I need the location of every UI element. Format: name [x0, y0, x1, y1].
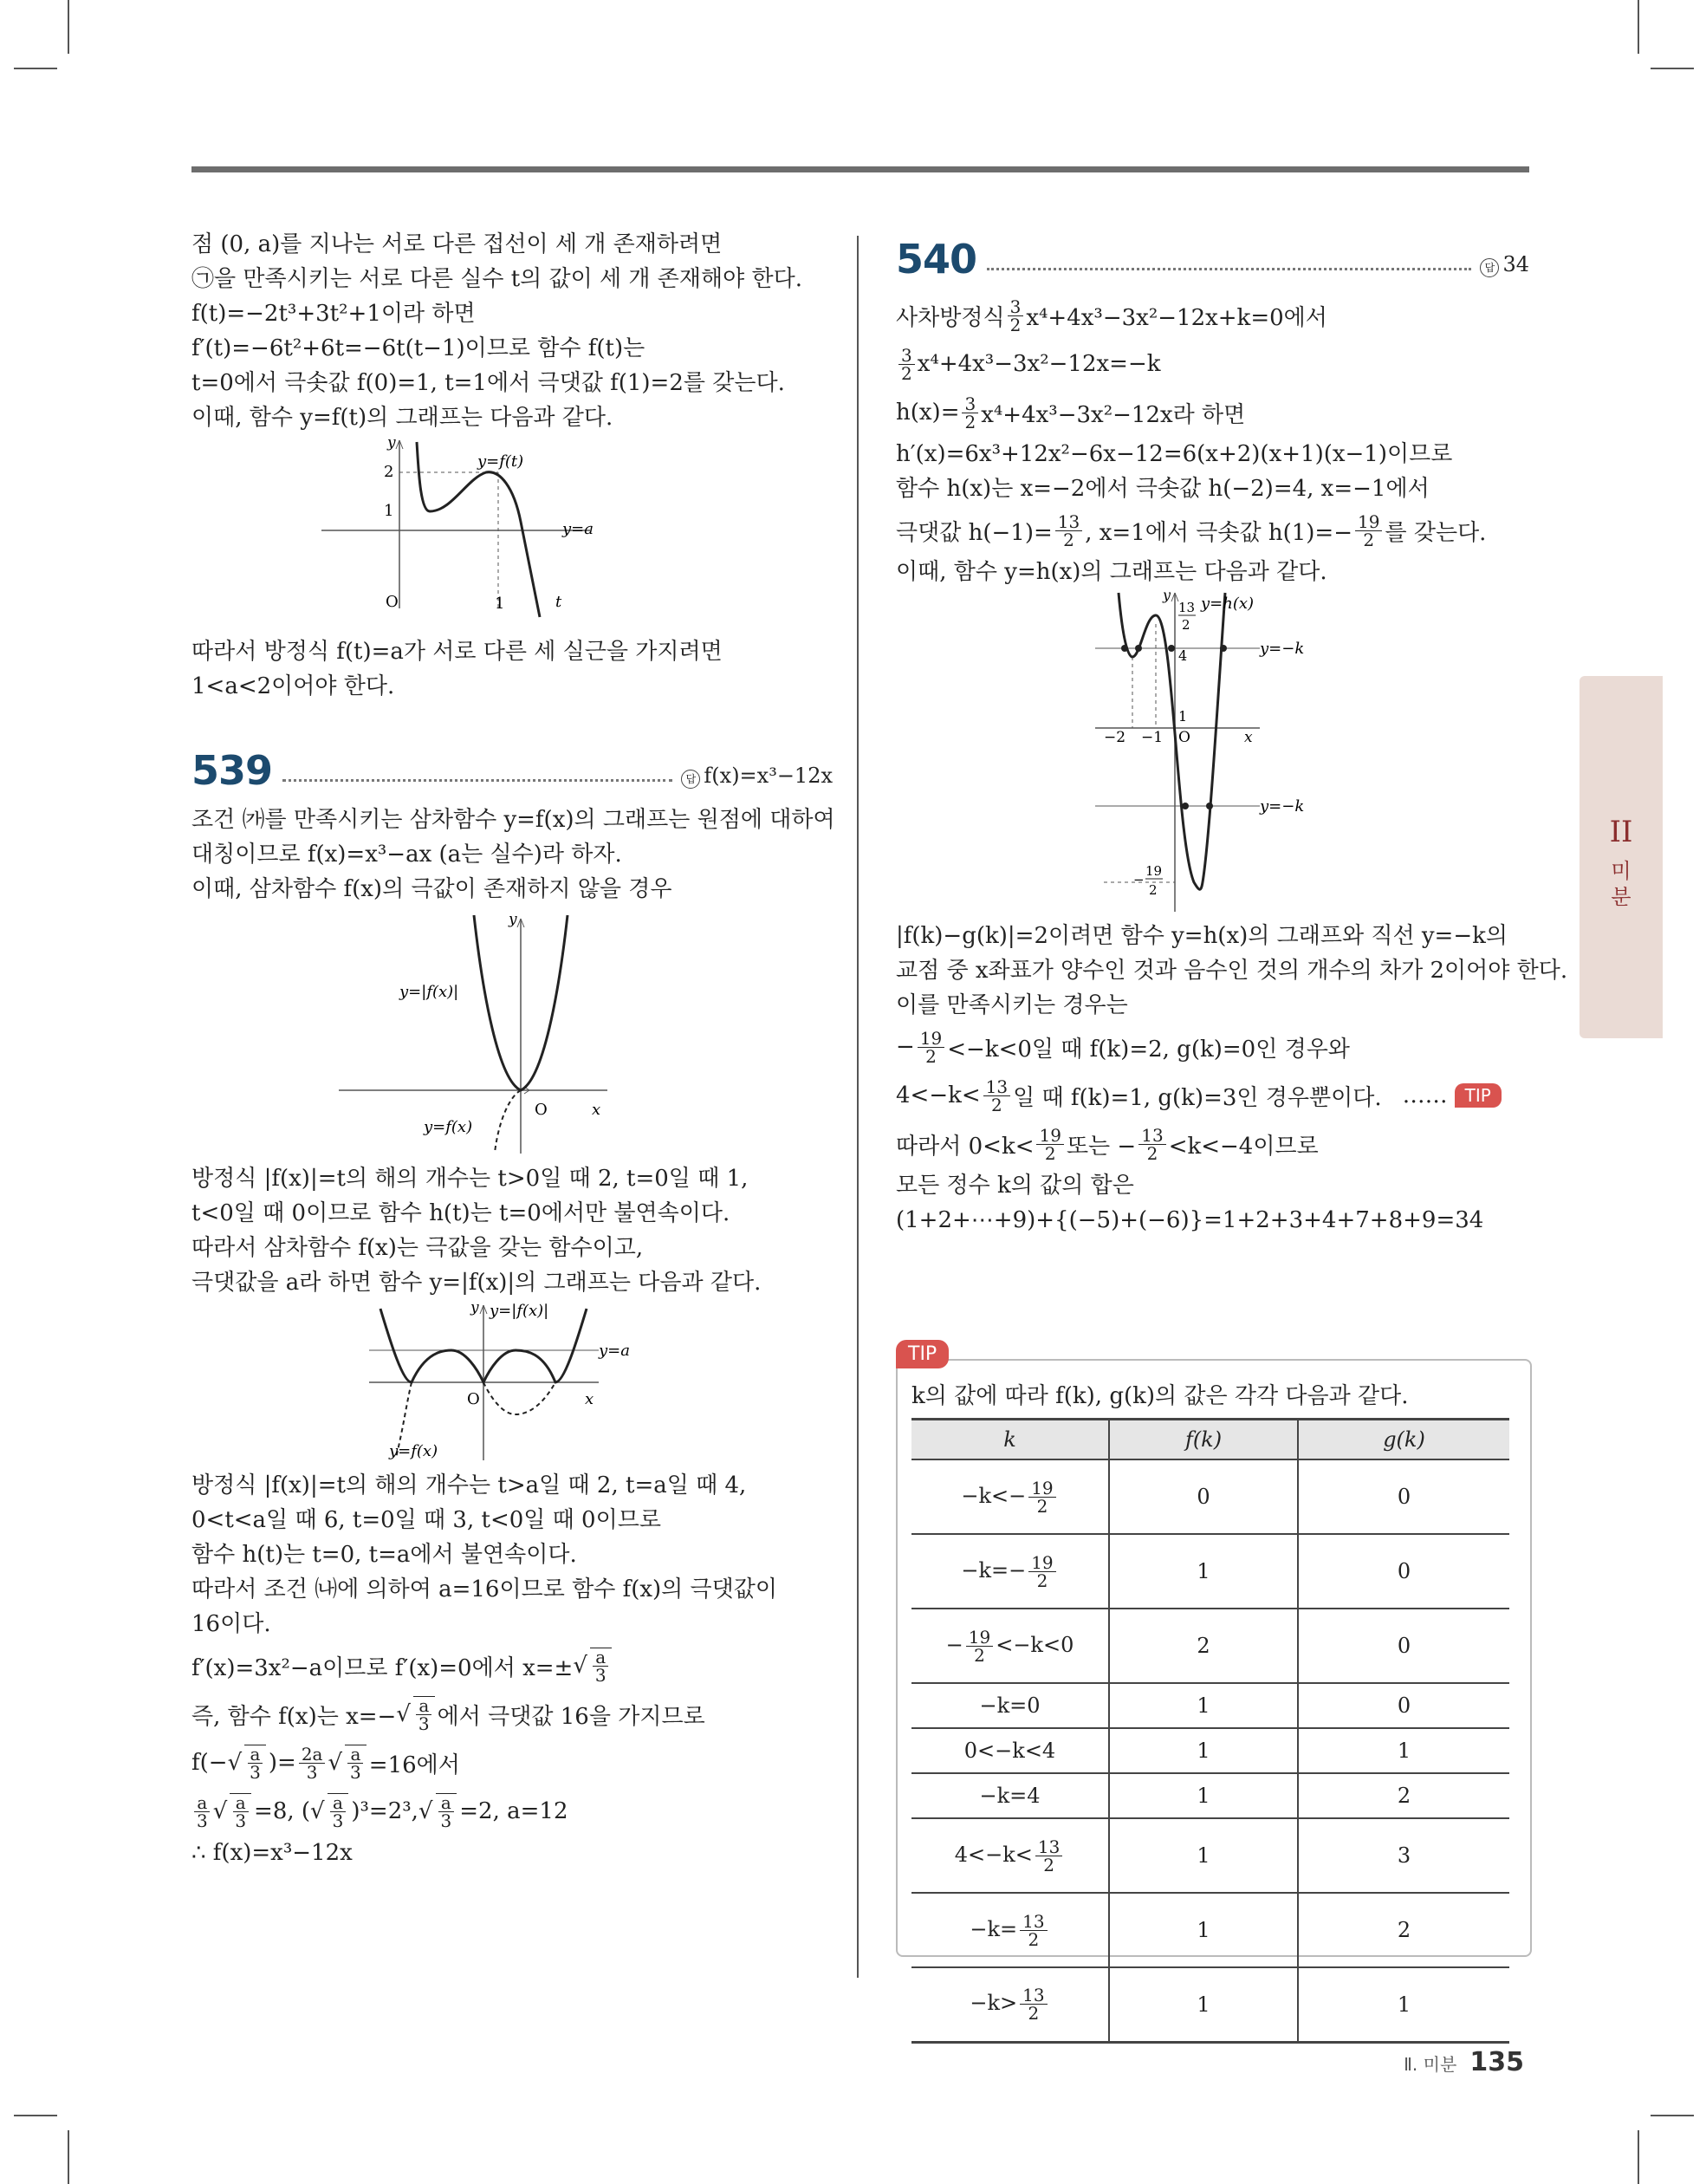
fraction: $\frac{19}{2}$: [966, 1628, 993, 1664]
table-cell-f: 1: [1109, 1967, 1298, 2042]
table-cell-k: −k=− $\frac{19}{2}$: [911, 1534, 1109, 1609]
text-line: f′(t)=−6t²+6t=−6t(t−1)이므로 함수 f(t)는: [191, 335, 645, 361]
table-row: [911, 1683, 1509, 1728]
math-line: f′(x)=3x²−a이므로 f′(x)=0에서 x=± √ $\frac{a}{3}$: [191, 1641, 833, 1690]
fraction: $\frac{a}{3}$: [244, 1745, 266, 1781]
table-header: k: [911, 1420, 1109, 1460]
table-row: [911, 1967, 1509, 2042]
fraction: $\frac{13}{2}$: [1138, 1127, 1165, 1162]
fraction: $\frac{13}{2}$: [1020, 1986, 1047, 2022]
top-rule: [191, 166, 1529, 172]
text-line: 방정식 |f(x)|=t의 해의 개수는 t>0일 때 2, t=0일 때 1,: [191, 1166, 749, 1192]
math-line: − $\frac{19}{2}$ <−k<0일 때 f(k)=2, g(k)=0인 경우와: [896, 1027, 1350, 1067]
text-line: 모든 정수 k의 값의 합은: [896, 1173, 1134, 1199]
graph4-tick-13-den: 2: [1182, 617, 1190, 633]
graph1-curve-label: y=f(t): [477, 452, 524, 471]
svg-text:−: −: [1133, 872, 1145, 887]
crop-mark: [14, 2115, 57, 2116]
graph2-curve-label: y=f(x): [424, 1118, 473, 1136]
graph3-abs-label: y=|f(x)|: [490, 1302, 549, 1320]
graph2-abs-label: y=|f(x)|: [399, 983, 459, 1001]
table-cell-g: 0: [1298, 1683, 1509, 1728]
crop-mark: [68, 2130, 69, 2184]
fraction: $\frac{a}{3}$: [194, 1794, 211, 1830]
graph3-origin: O: [467, 1390, 480, 1408]
right-column: [896, 227, 1568, 1238]
crop-mark: [68, 0, 69, 54]
graph4-tick-1: 1: [1178, 708, 1188, 725]
left-column: [191, 227, 833, 1870]
answer: 답 34: [1480, 252, 1529, 279]
table-cell-f: 1: [1109, 1728, 1298, 1773]
table-cell-g: 0: [1298, 1609, 1509, 1683]
chapter-tab: [1580, 676, 1663, 1038]
math-line: 극댓값 h(−1)= $\frac{13}{2}$ , x=1에서 극솟값 h(1)=− $\frac{19}{2}$ 를 갖는다.: [896, 510, 1487, 550]
table-cell-k: −k=4: [911, 1773, 1109, 1818]
table-cell-f: 0: [1109, 1459, 1298, 1534]
table-cell-f: 1: [1109, 1893, 1298, 1967]
fraction: $\frac{a}{3}$: [328, 1793, 349, 1830]
crop-mark: [1651, 68, 1694, 69]
graph3-x-axis: x: [585, 1390, 594, 1408]
problem-540-header: [896, 227, 1529, 283]
math-line: h(x)= $\frac{3}{2}$ x⁴+4x³−3x²−12x라 하면: [896, 393, 1246, 432]
graph4-line-label-top: y=−k: [1260, 640, 1305, 658]
crop-mark: [14, 68, 57, 69]
fraction: $\frac{19}{2}$: [918, 1030, 944, 1065]
table-row: [911, 1534, 1509, 1609]
table-cell-k: 0<−k<4: [911, 1728, 1109, 1773]
graph1-tick-x1: 1: [495, 595, 505, 613]
graph1-y-axis: y: [387, 435, 396, 452]
graph-f-of-t: [191, 435, 833, 626]
fraction: $\frac{3}{2}$: [962, 395, 978, 431]
math-line: 즉, 함수 f(x)는 x=− √ $\frac{a}{3}$ 에서 극댓값 16을 가지므로: [191, 1695, 705, 1734]
graph4-tick-4: 4: [1178, 647, 1188, 664]
table-cell-k: −k= $\frac{13}{2}$: [911, 1893, 1109, 1967]
graph4-y-axis: y: [1163, 589, 1171, 603]
fraction: $\frac{a}{3}$: [413, 1696, 435, 1732]
chapter-numeral: II: [1609, 815, 1633, 849]
crop-mark: [1638, 2130, 1639, 2184]
fraction: $\frac{19}{2}$: [1355, 513, 1382, 549]
tip-label: TIP: [896, 1340, 949, 1368]
tip-table: [911, 1418, 1509, 2044]
answer-icon: 답: [1480, 258, 1499, 277]
table-cell-g: 1: [1298, 1728, 1509, 1773]
table-cell-g: 2: [1298, 1773, 1509, 1818]
text-line: |f(k)−g(k)|=2이려면 함수 y=h(x)의 그래프와 직선 y=−k의: [896, 923, 1508, 949]
graph1-t-axis: t: [555, 593, 562, 611]
text-line: 대칭이므로 f(x)=x³−ax (a는 실수)라 하자.: [191, 842, 622, 868]
text-line: 따라서 방정식 f(t)=a가 서로 다른 세 실근을 가지려면: [191, 639, 723, 665]
graph4-line-label-bottom: y=−k: [1260, 797, 1305, 816]
table-cell-k: −k> $\frac{13}{2}$: [911, 1967, 1109, 2042]
answer: 답 f(x)=x³−12x: [681, 764, 833, 790]
text-line: 16이다.: [191, 1611, 271, 1637]
fraction: $\frac{13}{2}$: [983, 1078, 1010, 1114]
fraction: $\frac{a}{3}$: [345, 1745, 366, 1781]
table-cell-f: 1: [1109, 1534, 1298, 1609]
table-header-row: [911, 1420, 1509, 1460]
text-line: 이를 만족시키는 경우는: [896, 992, 1128, 1018]
graph1-line-label: y=a: [562, 520, 594, 538]
fraction: $\frac{13}{2}$: [1035, 1838, 1062, 1874]
text-line: 따라서 조건 ㈏에 의하여 a=16이므로 함수 f(x)의 극댓값이: [191, 1576, 778, 1602]
table-cell-f: 2: [1109, 1609, 1298, 1683]
table-cell-g: 0: [1298, 1534, 1509, 1609]
graph4-curve-label: y=h(x): [1201, 595, 1255, 613]
text-line: 조건 ㈎를 만족시키는 삼차함수 y=f(x)의 그래프는 원점에 대하여: [191, 807, 835, 833]
graph4-tick-m1: −1: [1141, 729, 1164, 746]
math-line: 따라서 0<k< $\frac{19}{2}$ 또는 − $\frac{13}{2}$ <k<−4이므로: [896, 1124, 1319, 1164]
table-row: [911, 1609, 1509, 1683]
table-row: [911, 1728, 1509, 1773]
page-footer: [1404, 2047, 1524, 2077]
fraction: $\frac{a}{3}$: [590, 1648, 612, 1684]
graph2-x-axis: x: [592, 1101, 601, 1119]
graph3-line-label: y=a: [599, 1342, 630, 1360]
math-line: 4<−k< $\frac{13}{2}$ 일 때 f(k)=1, g(k)=3인 경우뿐이다. …… TIP: [896, 1071, 1529, 1120]
text-line: ㉠을 만족시키는 서로 다른 실수 t의 값이 세 개 존재해야 한다.: [191, 266, 803, 292]
fraction: $\frac{19}{2}$: [1028, 1479, 1055, 1515]
text-line: 0<t<a일 때 6, t=0일 때 3, t<0일 때 0이므로: [191, 1507, 661, 1533]
table-cell-f: 1: [1109, 1773, 1298, 1818]
text-line: 방정식 |f(x)|=t의 해의 개수는 t>a일 때 2, t=a일 때 4,: [191, 1472, 747, 1498]
graph-abs-no-extremum: [191, 907, 833, 1158]
leader-dots: [987, 268, 1471, 270]
graph1-tick-2: 2: [384, 463, 394, 481]
crop-mark: [1638, 0, 1639, 54]
text-line: 함수 h(x)는 x=−2에서 극솟값 h(−2)=4, x=−1에서: [896, 476, 1430, 502]
text-line: 함수 h(t)는 t=0, t=a에서 불연속이다.: [191, 1542, 577, 1568]
math-line: 사차방정식 $\frac{3}{2}$ x⁴+4x³−3x²−12x+k=0에서: [896, 296, 1327, 335]
table-cell-k: − $\frac{19}{2}$ <−k<0: [911, 1609, 1109, 1683]
table-row: [911, 1818, 1509, 1893]
graph4-origin: O: [1178, 729, 1190, 746]
text-line: t<0일 때 0이므로 함수 h(t)는 t=0에서만 불연속이다.: [191, 1200, 730, 1226]
graph1-origin: O: [386, 593, 399, 611]
leader-dots: [282, 779, 672, 782]
fraction: $\frac{13}{2}$: [1055, 513, 1082, 549]
fraction: $\frac{3}{2}$: [898, 347, 915, 382]
text-line: t=0에서 극솟값 f(0)=1, t=1에서 극댓값 f(1)=2를 갖는다.: [191, 370, 785, 396]
graph-h-of-x: [896, 589, 1529, 915]
graph4-tick-19-den: 2: [1149, 882, 1158, 898]
fraction: $\frac{a}{3}$: [436, 1793, 457, 1830]
graph4-tick-13: 13: [1178, 600, 1196, 615]
graph2-y-axis: y: [509, 911, 517, 928]
text-line: 이때, 함수 y=f(t)의 그래프는 다음과 같다.: [191, 405, 613, 431]
tip-badge: TIP: [1455, 1083, 1502, 1108]
graph1-tick-1: 1: [384, 502, 394, 520]
text-line: 이때, 함수 y=h(x)의 그래프는 다음과 같다.: [896, 559, 1327, 585]
graph2-origin: O: [535, 1101, 548, 1119]
text-line: 교점 중 x좌표가 양수인 것과 음수인 것의 개수의 차가 2이어야 한다.: [896, 958, 1568, 984]
table-cell-f: 1: [1109, 1683, 1298, 1728]
table-cell-g: 3: [1298, 1818, 1509, 1893]
graph4-tick-19: 19: [1145, 863, 1163, 879]
answer-icon: 답: [681, 770, 700, 789]
text-line: h′(x)=6x³+12x²−6x−12=6(x+2)(x+1)(x−1)이므로: [896, 441, 1453, 467]
table-cell-g: 1: [1298, 1967, 1509, 2042]
conclusion: ∴ f(x)=x³−12x: [191, 1840, 353, 1866]
footer-section: Ⅱ. 미분: [1404, 2054, 1457, 2075]
fraction: $\frac{3}{2}$: [1008, 298, 1024, 334]
text-line: (1+2+⋯+9)+{(−5)+(−6)}=1+2+3+4+7+8+9=34: [896, 1207, 1484, 1233]
graph3-y-axis: y: [470, 1300, 479, 1316]
table-cell-g: 2: [1298, 1893, 1509, 1967]
column-divider: [857, 236, 859, 1978]
table-cell-k: −k=0: [911, 1683, 1109, 1728]
math-line: $\frac{3}{2}$ x⁴+4x³−3x²−12x=−k: [896, 340, 1529, 388]
text-line: 점 (0, a)를 지나는 서로 다른 접선이 세 개 존재하려면: [191, 231, 723, 257]
graph4-x-axis: x: [1244, 729, 1253, 746]
table-row: [911, 1459, 1509, 1534]
graph4-tick-m2: −2: [1104, 729, 1126, 746]
table-cell-g: 0: [1298, 1459, 1509, 1534]
math-line: f(− √ $\frac{a}{3}$ )= $\frac{2a}{3}$ √ $\frac{a}{3}$ =16에서: [191, 1743, 460, 1783]
problem-number: 540: [896, 236, 977, 283]
table-row: [911, 1893, 1509, 1967]
math-line: $\frac{a}{3}$ √ $\frac{a}{3}$ =8, ( √ $\frac{a}{3}$ )³=2³, √ $\frac{a}{3}$ =2, a=12: [191, 1787, 833, 1836]
page-number: 135: [1469, 2047, 1524, 2077]
graph-abs-with-extremum: [191, 1300, 833, 1465]
fraction: $\frac{2a}{3}$: [299, 1745, 326, 1781]
text-line: 이때, 삼차함수 f(x)의 극값이 존재하지 않을 경우: [191, 876, 672, 902]
table-cell-k: −k<− $\frac{19}{2}$: [911, 1459, 1109, 1534]
text-line: f(t)=−2t³+3t²+1이라 하면: [191, 301, 476, 327]
text-line: 1<a<2이어야 한다.: [191, 673, 395, 699]
fraction: $\frac{19}{2}$: [1028, 1554, 1055, 1589]
fraction: $\frac{13}{2}$: [1020, 1913, 1047, 1948]
problem-539-header: [191, 738, 833, 794]
table-row: [911, 1773, 1509, 1818]
table-cell-f: 1: [1109, 1818, 1298, 1893]
tip-intro: k의 값에 따라 f(k), g(k)의 값은 각각 다음과 같다.: [911, 1383, 1409, 1409]
table-header: f(k): [1109, 1420, 1298, 1460]
fraction: $\frac{19}{2}$: [1036, 1127, 1063, 1162]
problem-number: 539: [191, 747, 273, 794]
graph3-curve-label: y=f(x): [389, 1442, 438, 1460]
table-header: g(k): [1298, 1420, 1509, 1460]
chapter-label: 미 분: [1611, 859, 1631, 909]
table-cell-k: 4<−k< $\frac{13}{2}$: [911, 1818, 1109, 1893]
crop-mark: [1651, 2115, 1694, 2116]
text-line: 따라서 삼차함수 f(x)는 극값을 갖는 함수이고,: [191, 1235, 644, 1261]
fraction: $\frac{a}{3}$: [230, 1793, 251, 1830]
text-line: 극댓값을 a라 하면 함수 y=|f(x)|의 그래프는 다음과 같다.: [191, 1270, 762, 1296]
